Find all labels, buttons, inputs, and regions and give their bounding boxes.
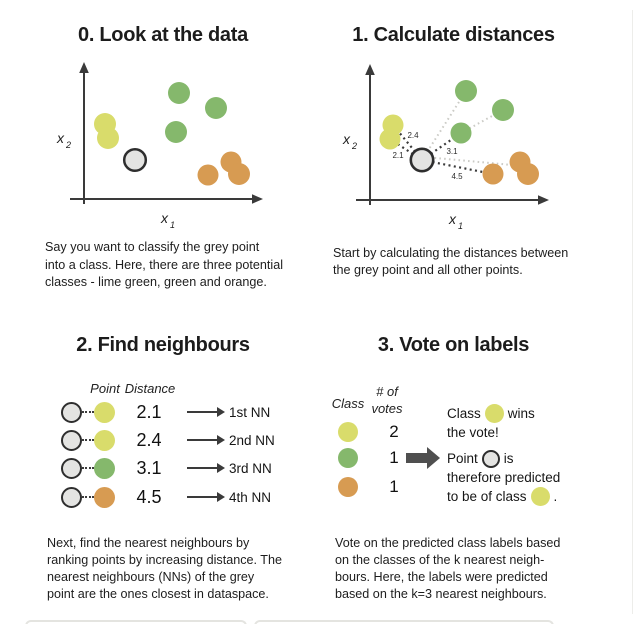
right-arrow-icon bbox=[187, 411, 217, 413]
panel1-title: 1. Calculate distances bbox=[352, 24, 555, 46]
result-text: wins bbox=[507, 406, 535, 421]
neighbour-row-1 bbox=[61, 398, 270, 426]
caption-line: Say you want to classify the grey point bbox=[45, 240, 260, 254]
green-point-2 bbox=[205, 97, 227, 119]
distance-label-2-1: 2.1 bbox=[392, 151, 404, 160]
green-point-icon bbox=[94, 458, 115, 479]
panel-vote-on-labels bbox=[309, 318, 598, 616]
x-axis-label-subscript: 1 bbox=[170, 220, 176, 230]
x-axis-label-subscript: 1 bbox=[458, 221, 464, 231]
panel3-title: 3. Vote on labels bbox=[377, 334, 530, 356]
result-line-3 bbox=[447, 449, 597, 468]
column-header-votes-line2: votes bbox=[371, 401, 403, 416]
rank-label: 3rd NN bbox=[229, 460, 272, 476]
grey-query-point bbox=[124, 149, 146, 171]
caption-line: Vote on the predicted class labels based bbox=[335, 536, 561, 550]
big-right-arrow-icon bbox=[406, 447, 440, 469]
distance-value: 4.5 bbox=[136, 486, 162, 507]
x-axis-label: x bbox=[161, 210, 168, 226]
result-text: Class bbox=[447, 406, 481, 421]
right-arrow-icon bbox=[187, 439, 217, 441]
rank-label: 4th NN bbox=[229, 489, 272, 505]
x-axis-label: x bbox=[449, 211, 456, 227]
distance-value: 2.1 bbox=[136, 401, 162, 422]
orange-class-icon bbox=[338, 477, 358, 497]
panel2-caption bbox=[47, 535, 282, 603]
distance-label-4-5: 4.5 bbox=[451, 172, 463, 181]
right-arrow-icon bbox=[187, 496, 217, 498]
caption-line: bours. Here, the labels were predicted bbox=[335, 570, 548, 584]
result-line-1 bbox=[447, 404, 597, 423]
column-header-class: Class bbox=[331, 396, 365, 411]
result-text: . bbox=[553, 489, 558, 504]
column-header-point: Point bbox=[90, 381, 120, 396]
caption-line: Next, find the nearest neighbours by bbox=[47, 536, 250, 550]
panel1-caption bbox=[333, 245, 568, 279]
distance-value: 2.4 bbox=[136, 429, 162, 450]
neighbour-row-2 bbox=[61, 426, 275, 454]
result-line-5 bbox=[447, 487, 597, 506]
vote-count: 1 bbox=[389, 477, 399, 496]
rank-label: 2nd NN bbox=[229, 432, 275, 448]
orange-point-1 bbox=[198, 165, 219, 186]
distance-line-grey-to-orange-far bbox=[425, 157, 523, 166]
neighbour-row-4 bbox=[61, 483, 271, 511]
caption-line: nearest neighbours (NNs) of the grey bbox=[47, 570, 255, 584]
result-text: Point bbox=[447, 451, 478, 466]
rank-label: 1st NN bbox=[229, 404, 271, 420]
orange-point-3 bbox=[228, 163, 250, 185]
vote-row-orange bbox=[338, 477, 405, 497]
vote-row-green bbox=[338, 448, 405, 468]
cropped-panel-edge-right bbox=[632, 10, 633, 614]
panel0-title: 0. Look at the data bbox=[78, 24, 248, 46]
dotted-connector-icon bbox=[82, 467, 94, 469]
y-axis-arrowhead-icon bbox=[79, 62, 89, 73]
panel-find-neighbours bbox=[22, 318, 304, 616]
distance-label-3-1: 3.1 bbox=[446, 147, 458, 156]
grey-query-point-icon bbox=[61, 487, 82, 508]
caption-line: point are the ones closest in dataspace. bbox=[47, 587, 269, 601]
vote-count: 2 bbox=[389, 422, 399, 441]
panel3-caption bbox=[335, 535, 560, 603]
lime-class-icon bbox=[338, 422, 358, 442]
neighbour-row-3 bbox=[61, 454, 272, 482]
caption-line: classes - lime green, green and orange. bbox=[45, 275, 267, 289]
lime-point-2 bbox=[380, 129, 401, 150]
caption-line: ranking points by increasing distance. The bbox=[47, 553, 282, 567]
y-axis-label: x bbox=[57, 130, 64, 146]
column-header-votes-line1: # of bbox=[376, 384, 398, 399]
panel-calculate-distances bbox=[309, 8, 598, 312]
result-text: to be of class bbox=[447, 489, 527, 504]
result-text: is bbox=[503, 451, 514, 466]
orange-point-1 bbox=[483, 164, 504, 185]
orange-point-3 bbox=[517, 163, 539, 185]
y-axis-label-subscript: 2 bbox=[352, 141, 358, 151]
vote-row-lime bbox=[338, 422, 405, 442]
result-line-4 bbox=[447, 468, 597, 487]
orange-point-icon bbox=[94, 487, 115, 508]
distance-value: 3.1 bbox=[136, 457, 162, 478]
lime-point-icon bbox=[94, 430, 115, 451]
vote-count: 1 bbox=[389, 448, 399, 467]
x-axis-arrowhead-icon bbox=[252, 194, 263, 204]
caption-line: based on the k=3 nearest neighbours. bbox=[335, 587, 547, 601]
lime-class-icon bbox=[531, 487, 550, 506]
green-point-1 bbox=[455, 80, 477, 102]
caption-line: on the classes of the k nearest neigh- bbox=[335, 553, 545, 567]
dotted-connector-icon bbox=[82, 439, 94, 441]
lime-point-2 bbox=[97, 127, 119, 149]
y-axis-arrowhead-icon bbox=[365, 64, 375, 75]
lime-point-icon bbox=[94, 402, 115, 423]
green-point-3 bbox=[451, 123, 472, 144]
x-axis-arrowhead-icon bbox=[538, 195, 549, 205]
dotted-connector-icon bbox=[82, 411, 94, 413]
grey-query-point-icon bbox=[482, 450, 500, 468]
caption-line: Start by calculating the distances between bbox=[333, 246, 569, 260]
vote-result-text bbox=[447, 404, 597, 506]
dotted-connector-icon bbox=[82, 496, 94, 498]
lime-class-icon bbox=[485, 404, 504, 423]
y-axis-label-subscript: 2 bbox=[66, 140, 72, 150]
result-text: therefore predicted bbox=[447, 470, 561, 485]
grey-query-point bbox=[411, 149, 433, 171]
green-point-1 bbox=[168, 82, 190, 104]
panel-look-at-data bbox=[22, 8, 304, 312]
result-text: the vote! bbox=[447, 425, 499, 440]
arrow-shaft bbox=[406, 453, 427, 463]
green-class-icon bbox=[338, 448, 358, 468]
result-line-2 bbox=[447, 423, 597, 442]
column-header-distance: Distance bbox=[124, 381, 176, 396]
y-axis-label: x bbox=[343, 131, 350, 147]
caption-line: into a class. Here, there are three potential bbox=[45, 257, 284, 272]
panel0-caption bbox=[45, 239, 283, 292]
caption-line: the grey point and all other points. bbox=[333, 263, 523, 277]
grey-query-point-icon bbox=[61, 458, 82, 479]
grey-query-point-icon bbox=[61, 402, 82, 423]
cropped-panel-edge-bottom-right bbox=[254, 620, 554, 624]
green-point-2 bbox=[492, 99, 514, 121]
right-arrow-icon bbox=[187, 467, 217, 469]
cropped-panel-edge-bottom-left bbox=[25, 620, 247, 624]
arrow-head bbox=[427, 447, 440, 469]
panel2-title: 2. Find neighbours bbox=[76, 334, 250, 356]
green-point-3 bbox=[165, 121, 187, 143]
distance-label-2-4: 2.4 bbox=[407, 131, 419, 140]
grey-query-point-icon bbox=[61, 430, 82, 451]
